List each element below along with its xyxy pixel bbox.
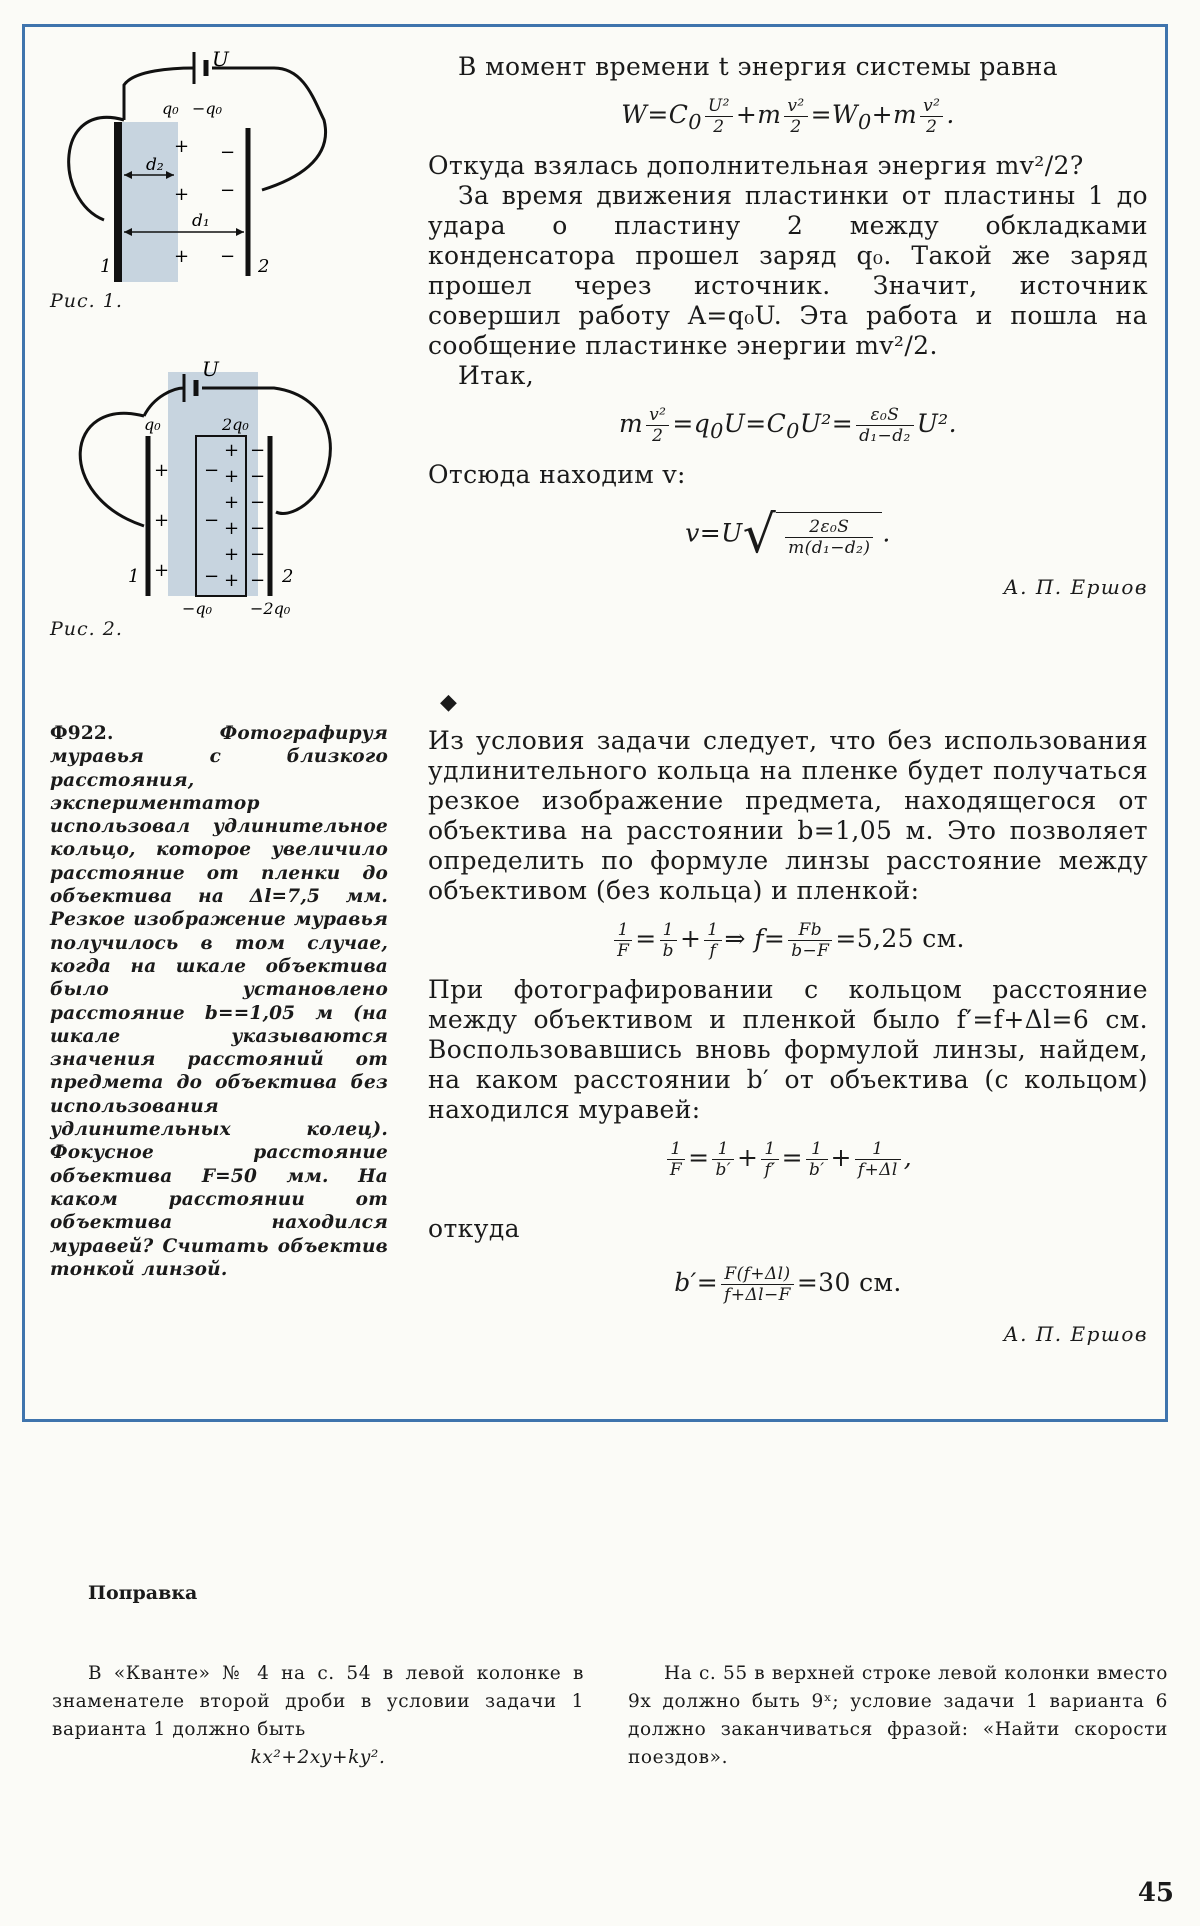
- solution-paragraph-2: При фотографировании с кольцом расстояние между объективом и пленкой было f′=f+Δl=6 см. Воспользовавшись вновь формулой линзы, найдем, на каком расстоянии b′ от объектива (с кольцом) находился муравей:: [428, 975, 1148, 1124]
- distance-formula: b′= $\frac{F(f+\Delta l)}{f+\Delta l-F}$ =30 см.: [674, 1264, 902, 1305]
- svg-text:−: −: [204, 566, 220, 587]
- author-signature-1: А. П. Ершов: [1003, 575, 1148, 599]
- explanation-paragraph: За время движения пластинки от пластины 1 до удара о пластину 2 между обкладками конденсатора прошел заряд q₀. Такой же заряд прошел через источник. Значит, источник совершил работу A=q₀U. Эта работа и пошла на сообщение пластинке энергии mv²/2.: [428, 181, 1148, 360]
- fig1-label-d2: d₂: [146, 155, 164, 175]
- f-result: =5,25 см.: [835, 924, 965, 953]
- svg-text:−: −: [250, 466, 266, 487]
- svg-text:−: −: [250, 518, 266, 539]
- lens-formula-2: $\frac{1}{F}$ = $\frac{1}{b'}$ + $\frac{1}{f'}$ = $\frac{1}{b'}$ + $\frac{1}{f+\Delta l}$ ,: [428, 1139, 1148, 1180]
- svg-text:+: +: [154, 560, 170, 581]
- b-result: =30 см.: [796, 1268, 902, 1297]
- svg-text:+: +: [224, 466, 240, 487]
- fig2-label-neg-q0: −q₀: [182, 599, 213, 618]
- fig1-label-1: 1: [100, 256, 112, 277]
- solution-f922: [428, 726, 1148, 1349]
- capacitor-diagram-1: [44, 40, 344, 310]
- author-signature-2: А. П. Ершов: [1003, 1322, 1148, 1346]
- svg-text:−: −: [204, 460, 220, 481]
- svg-text:−: −: [250, 440, 266, 461]
- svg-text:−: −: [220, 142, 236, 163]
- svg-text:+: +: [174, 246, 190, 267]
- page-number: 45: [1137, 1878, 1174, 1908]
- svg-text:−: −: [250, 492, 266, 513]
- question-paragraph: Откуда взялась дополнительная энергия mv²/2?: [428, 151, 1084, 180]
- fig1-label-d1: d₁: [192, 211, 210, 231]
- correction-title: Поправка: [88, 1582, 198, 1604]
- svg-text:−: −: [204, 510, 220, 531]
- svg-text:−: −: [250, 570, 266, 591]
- fig2-label-neg-2q0: −2q₀: [250, 599, 291, 618]
- svg-text:+: +: [224, 440, 240, 461]
- fig2-label-2q0: 2q₀: [222, 415, 249, 434]
- section-divider-diamond: ◆: [440, 690, 457, 715]
- whence-paragraph: откуда: [428, 1214, 520, 1243]
- figure-2-caption: Рис. 2.: [50, 618, 123, 640]
- svg-text:+: +: [174, 136, 190, 157]
- solution-part-1: [428, 52, 1148, 602]
- work-energy-formula: m $\frac{\text{v²}}{2}$ $=q_0U=C_0U^2=$ $\frac{\text{ε₀S}}{\text{d₁−d₂}}$ U².: [619, 405, 957, 446]
- velocity-formula: v=U√ $\frac{\text{2ε₀S}}{\text{m(d₁−d₂)}}$ .: [685, 505, 891, 565]
- fig1-label-2: 2: [258, 256, 270, 277]
- svg-text:+: +: [154, 510, 170, 531]
- svg-text:−: −: [220, 246, 236, 267]
- svg-text:−: −: [220, 180, 236, 201]
- task-number: Ф922.: [50, 723, 114, 744]
- correction-left-column: [52, 1660, 584, 1772]
- fig2-label-q0: q₀: [144, 415, 161, 434]
- figure-1-caption: Рис. 1.: [50, 290, 123, 312]
- fig1-label-neg-q0: −q₀: [192, 99, 223, 118]
- svg-text:+: +: [224, 492, 240, 513]
- svg-text:+: +: [224, 518, 240, 539]
- fig2-label-u: U: [202, 357, 219, 381]
- figure-1: [44, 40, 344, 310]
- fig2-label-2: 2: [282, 566, 294, 587]
- task-text: Фотографируя муравья с близкого расстояния, экспериментатор использовал удлинительное кольцо, которое увеличило расстояние от пленки до объектива на Δl=7,5 мм. Резкое изображение муравья получилось в том случае, когда на шкале объектива было установлено расстояние b==1,05 м (на шкале указываются значения расстояний от предмета до объектива без использования удлинительных колец). Фокусное расстояние объектива F=50 мм. На каком расстоянии от объектива находился муравей? Считать объектив тонкой линзой.: [50, 723, 388, 1280]
- svg-text:+: +: [174, 184, 190, 205]
- fig2-label-1: 1: [128, 566, 140, 587]
- task-f922: [50, 722, 388, 1281]
- so-paragraph: Итак,: [458, 361, 535, 390]
- svg-text:−: −: [250, 544, 266, 565]
- svg-text:+: +: [224, 570, 240, 591]
- svg-text:+: +: [154, 460, 170, 481]
- lens-formula-1: $\frac{1}{F}$ = $\frac{1}{b}$ + $\frac{1}{f}$ ⇒ f= $\frac{Fb}{b-F}$ =5,25 см.: [428, 920, 1148, 961]
- correction-right-column: [628, 1660, 1168, 1772]
- solution-paragraph-1: Из условия задачи следует, что без использования удлинительного кольца на пленке будет получаться резкое изображение предмета, находящегося от объектива на расстоянии b=1,05 м. Это позволяет определить по формуле линзы расстояние между объективом (без кольца) и пленкой:: [428, 726, 1148, 905]
- intro-paragraph: В момент времени t энергия системы равна: [458, 52, 1058, 81]
- svg-text:+: +: [224, 544, 240, 565]
- capacitor-diagram-2: [44, 356, 344, 626]
- energy-formula: $W=C_0$ $\frac{\text{U²}}{2}$ +m $\frac{\text{v²}}{2}$ $=W_0+m$ $\frac{\text{v²}}{2}$ .: [621, 96, 955, 137]
- figure-2: [44, 356, 344, 626]
- fig1-label-q0: q₀: [162, 99, 179, 118]
- find-v-paragraph: Отсюда находим v:: [428, 460, 686, 489]
- correction-left-text: В «Кванте» № 4 на с. 54 в левой колонке в знаменателе второй дроби в условии задачи 1 варианта 1 должно быть: [52, 1663, 584, 1740]
- correction-right-text: На с. 55 в верхней строке левой колонки вместо 9x должно быть 9ˣ; условие задачи 1 варианта 6 должно заканчиваться фразой: «Найти скорости поездов».: [628, 1663, 1168, 1768]
- fig1-label-u: U: [212, 47, 229, 71]
- correction-left-formula: kx²+2xy+ky².: [250, 1747, 386, 1768]
